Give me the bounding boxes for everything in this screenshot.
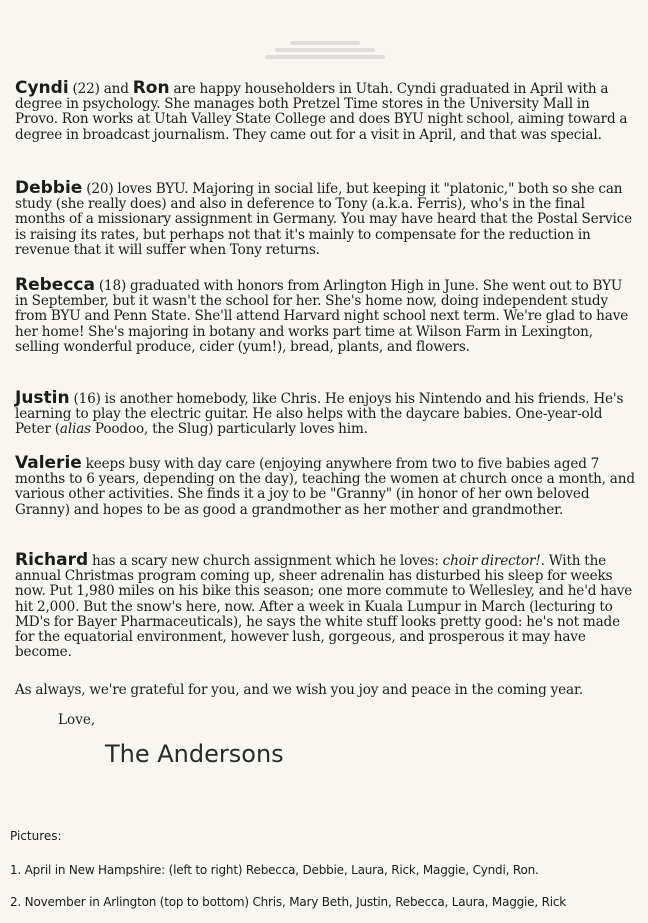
name-richard: Richard [15,550,89,570]
name-rebecca: Rebecca [15,275,95,295]
age-justin: (16) [73,391,101,407]
picture-caption-2: 2. November in Arlington (top to bottom) Chris, Mary Beth, Justin, Rebecca, Laura, Maggie, Rick [10,895,567,909]
paragraph-text-cont: . With the annual Christmas program coming up, sheer adrenalin has disturbed his sleep for weeks now. Put 1,980 miles on his bike this season; one more commute to Wellesley, and he'd have hit 2,000. But the snow's here, now. After a week in Kuala Lumpur in March (lecturing to MD's for Bayer Pharmaceuticals), he says the white stuff looks pretty good: he's not made for the equatorial environment, however lush, gorgeous, and prosperous it may have become. [15,553,633,661]
paragraph-text: is another homebody, like Chris. He enjoys his Nintendo and his friends. He's learning to play the electric guitar. He also helps with the daycare babies. One-year-old Peter ( [15,391,624,438]
paragraph-closing: As always, we're grateful for you, and we wish you joy and peace in the coming year. [15,682,583,698]
paragraph-text-cont: Poodoo, the Slug) particularly loves him. [91,421,368,438]
paragraph-text: loves BYU. Majoring in social life, but keeping it "platonic," both so she can study (she really does) and also in deference to Tony (a.k.a. Ferris), who's in the final months of a missionary assignment in Germany. You may have heard that the Postal Service is raising its rates, but perhaps not that it's mainly to compensate for the reduction in revenue that it will suffer when Tony returns. [15,181,633,258]
pictures-heading: Pictures: [10,829,62,843]
paragraph-justin [15,388,635,438]
italic-alias: alias [59,421,92,438]
paragraph-text: are happy householders in Utah. Cyndi graduated in April with a degree in psychology. She manages both Pretzel Time stores in the University Mall in Provo. Ron works at Utah Valley State College and does BYU night school, aiming toward a degree in broadcast journalism. They came out for a visit in April, and that was special. [15,81,628,143]
age-debbie: (20) [86,181,114,197]
name-justin: Justin [15,388,70,408]
paragraph-text: keeps busy with day care (enjoying anywhere from two to five babies aged 7 months to 6 years, depending on the day), teaching the women at church once a month, and various other activities. She finds it a joy to be "Granny" (in honor of her own beloved Granny) and hopes to be as good a grandmother as her mother and grandmother. [15,456,635,518]
paragraph-text: graduated with honors from Arlington High in June. She went out to BYU in September, but it wasn't the school for her. She's home now, doing independent study from BYU and Penn State. She'll attend Harvard night school next term. We're glad to have her home! She's majoring in botany and works part time at Wilson Farm in Lexington, selling wonderful produce, cider (yum!), bread, plants, and flowers. [15,278,629,355]
name-valerie: Valerie [15,453,82,473]
picture-caption-1: 1. April in New Hampshire: (left to right) Rebecca, Debbie, Laura, Rick, Maggie, Cyndi, Ron. [10,863,539,877]
paragraph-text: has a scary new church assignment which he loves: [92,553,443,569]
paragraph-valerie [15,453,635,518]
age-cyndi: (22) [72,81,100,97]
bleed-through-text [260,38,390,66]
italic-choir-director: choir director! [442,553,541,569]
conjunction: and [103,81,129,97]
name-cyndi: Cyndi [15,78,69,98]
name-debbie: Debbie [15,178,83,198]
signature: The Andersons [105,740,284,768]
closing-love: Love, [58,712,96,728]
paragraph-rebecca [15,275,635,355]
age-rebecca: (18) [98,278,127,294]
paragraph-debbie [15,178,635,258]
name-ron: Ron [132,78,170,98]
paragraph-cyndi [15,78,635,143]
paragraph-richard [15,550,635,661]
